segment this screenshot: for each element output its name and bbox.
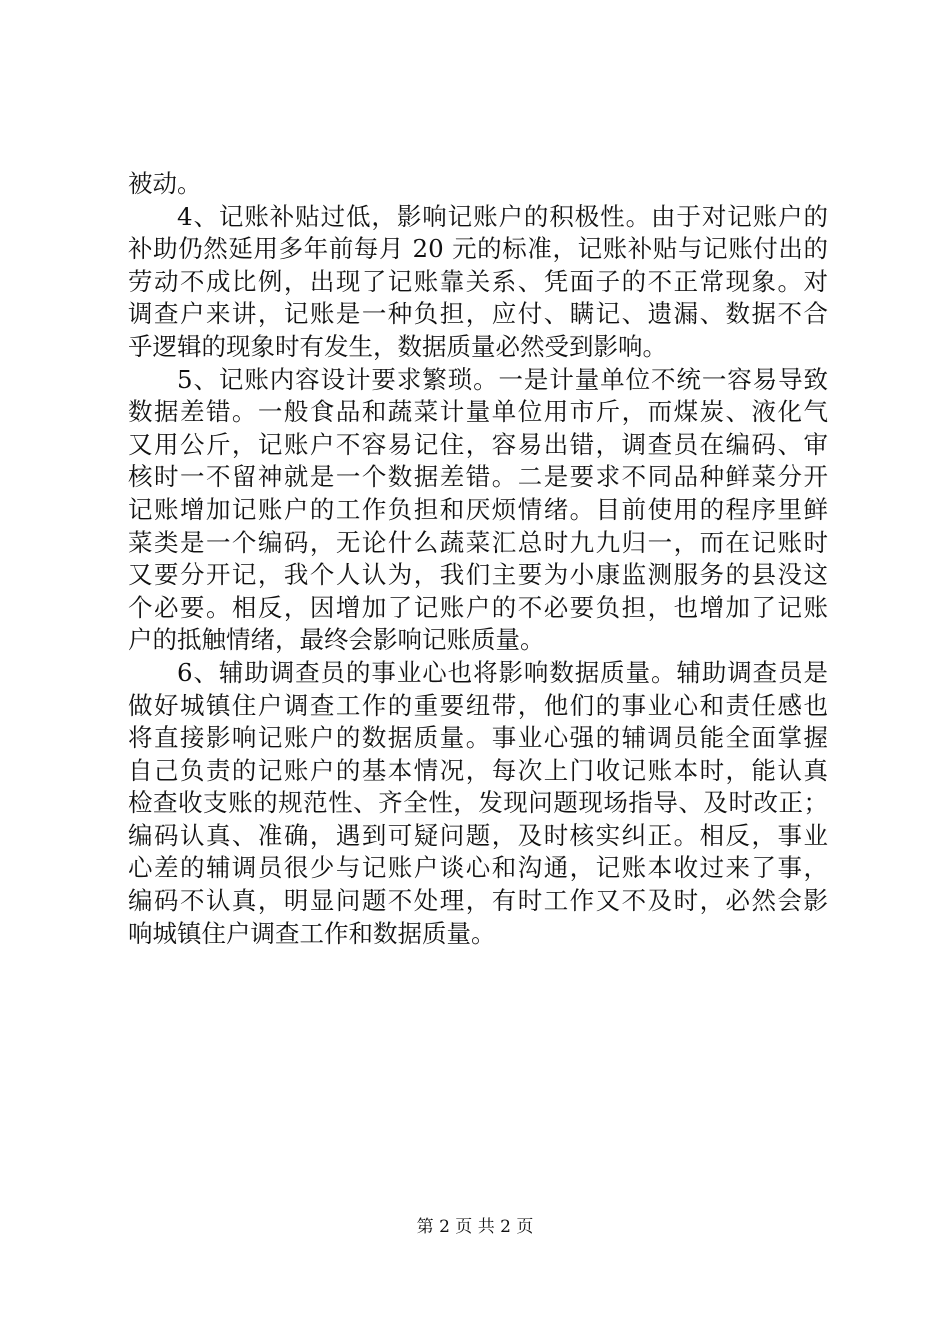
paragraph-item-5 (128, 364, 828, 657)
paragraph-line: 编码不认真，明显问题不处理，有时工作又不及时，必然会影 (128, 886, 828, 916)
paragraph-line: 乎逻辑的现象时有发生，数据质量必然受到影响。 (128, 331, 667, 361)
paragraph-line: 又用公斤，记账户不容易记住，容易出错，调查员在编码、审 (128, 429, 828, 459)
paragraph-line: 响城镇住户调查工作和数据质量。 (128, 918, 496, 948)
paragraph-item-6 (128, 657, 828, 950)
paragraph-line: 户的抵触情绪，最终会影响记账质量。 (128, 625, 545, 655)
paragraph-line: 菜类是一个编码，无论什么蔬菜汇总时九九归一，而在记账时 (128, 527, 828, 557)
paragraph-line: 记账增加记账户的工作负担和厌烦情绪。目前使用的程序里鲜 (128, 494, 828, 524)
paragraph-line: 做好城镇住户调查工作的重要纽带，他们的事业心和责任感也 (128, 690, 828, 720)
paragraph-line: 心差的辅调员很少与记账户谈心和沟通，记账本收过来了事， (128, 853, 828, 883)
page-number-footer: 第 2 页 共 2 页 (416, 1217, 534, 1237)
paragraph-line: 调查户来讲，记账是一种负担，应付、瞒记、遗漏、数据不合 (128, 299, 828, 329)
paragraph-line: 自己负责的记账户的基本情况，每次上门收记账本时，能认真 (128, 755, 828, 785)
paragraph-line: 补助仍然延用多年前每月 20 元的标准，记账补贴与记账付出的 (128, 234, 828, 264)
paragraph-line: 检查收支账的规范性、齐全性，发现问题现场指导、及时改正； (128, 788, 828, 818)
document-body (128, 168, 828, 950)
paragraph-line: 被动。 (128, 169, 202, 198)
paragraph-line: 5、记账内容设计要求繁琐。一是计量单位不统一容易导致 (177, 364, 828, 394)
paragraph-line: 4、记账补贴过低，影响记账户的积极性。由于对记账户的 (177, 201, 828, 231)
paragraph-line: 又要分开记，我个人认为，我们主要为小康监测服务的县没这 (128, 560, 828, 590)
paragraph-line: 6、辅助调查员的事业心也将影响数据质量。辅助调查员是 (177, 657, 828, 687)
paragraph-line: 核时一不留神就是一个数据差错。二是要求不同品种鲜菜分开 (128, 462, 828, 492)
paragraph-continued (128, 168, 828, 201)
paragraph-line: 数据差错。一般食品和蔬菜计量单位用市斤，而煤炭、液化气 (128, 397, 828, 427)
paragraph-line: 编码认真、准确，遇到可疑问题，及时核实纠正。相反，事业 (128, 820, 828, 850)
paragraph-item-4 (128, 201, 828, 364)
paragraph-line: 将直接影响记账户的数据质量。事业心强的辅调员能全面掌握 (128, 723, 828, 753)
paragraph-line: 劳动不成比例，出现了记账靠关系、凭面子的不正常现象。对 (128, 266, 828, 296)
paragraph-line: 个必要。相反，因增加了记账户的不必要负担，也增加了记账 (128, 592, 828, 622)
